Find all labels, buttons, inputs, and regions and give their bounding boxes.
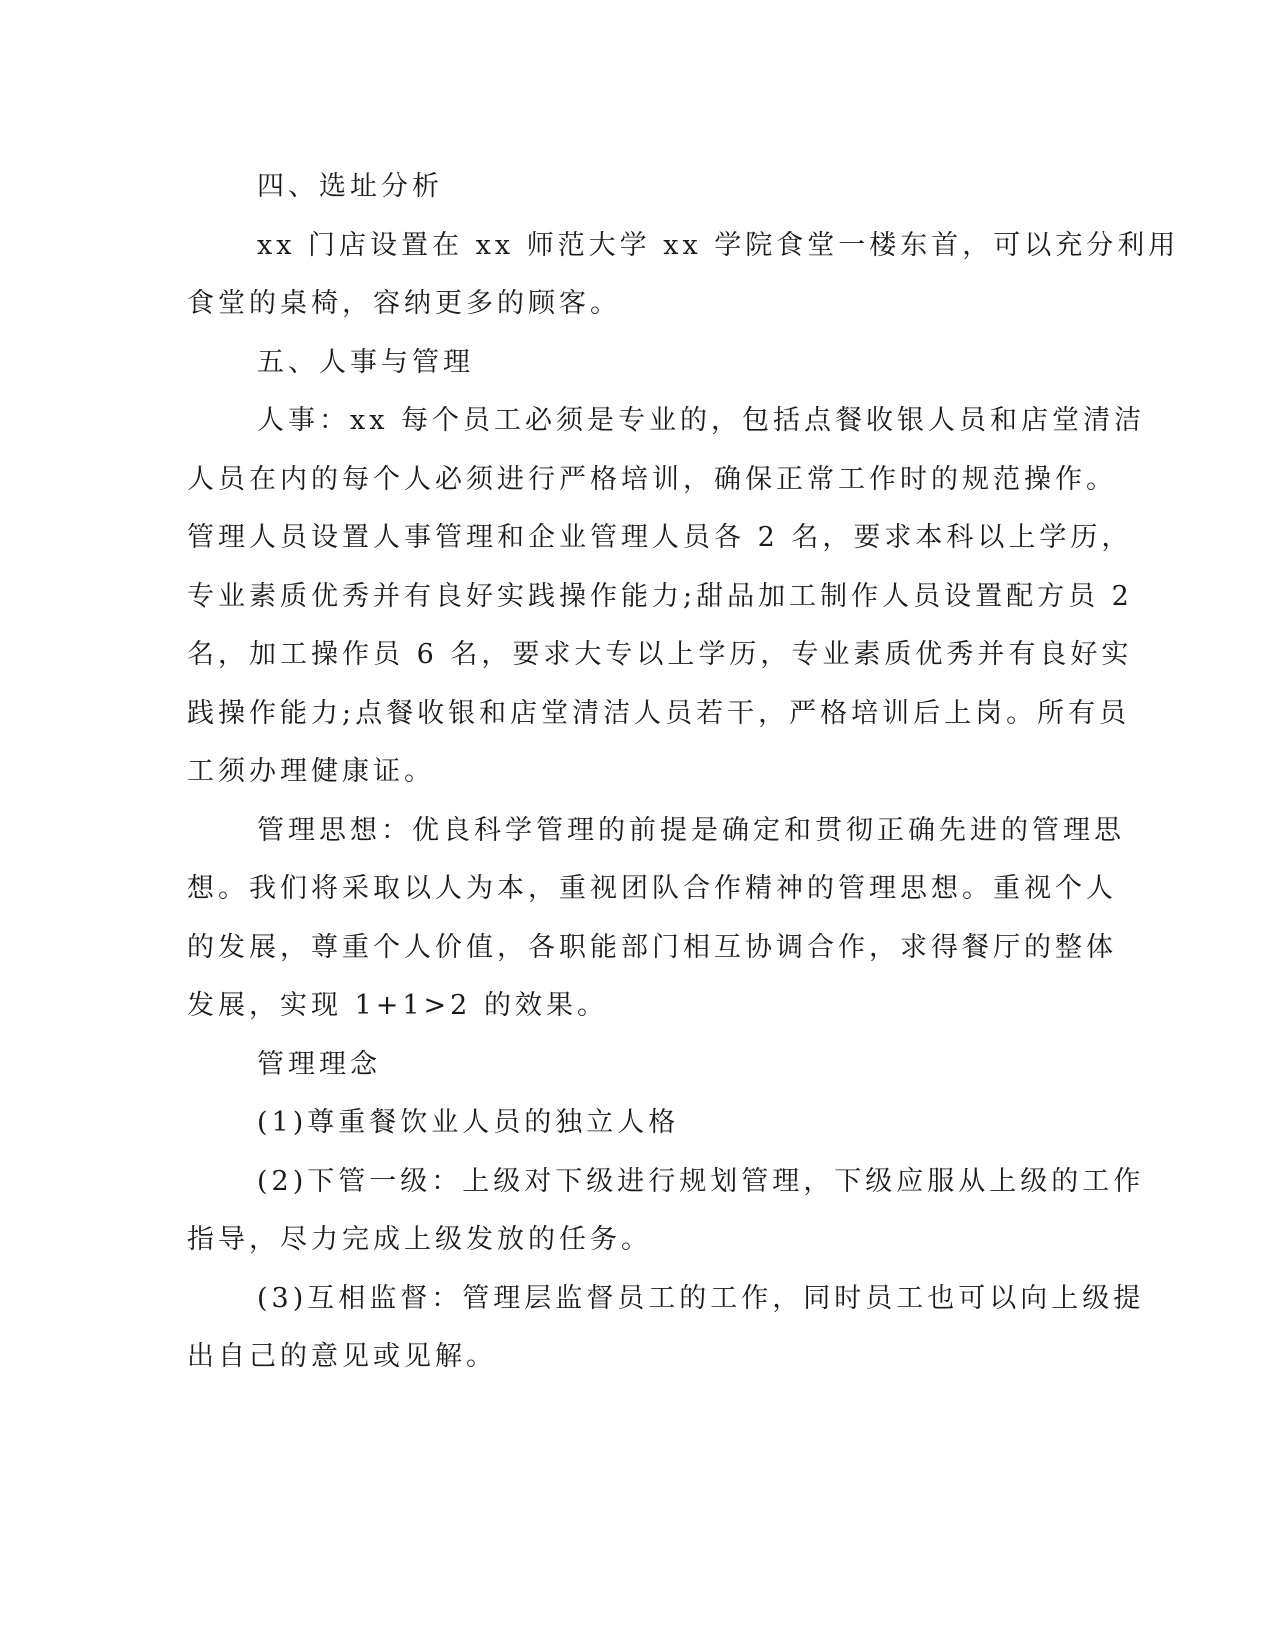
paragraph-line: 的发展，尊重个人价值，各职能部门相互协调合作，求得餐厅的整体	[187, 931, 1117, 963]
section-heading-location-analysis: 四、选址分析	[257, 171, 443, 202]
list-item: (1)尊重餐饮业人员的独立人格	[257, 1107, 680, 1138]
list-item: (2)下管一级：上级对下级进行规划管理，下级应服从上级的工作	[257, 1165, 1145, 1197]
paragraph-line: 工须办理健康证。	[187, 756, 435, 787]
paragraph-line: 人事：xx 每个员工必须是专业的，包括点餐收银人员和店堂清洁	[257, 405, 1146, 436]
list-item-continuation: 指导，尽力完成上级发放的任务。	[187, 1224, 652, 1255]
list-item: (3)互相监督：管理层监督员工的工作，同时员工也可以向上级提	[257, 1282, 1145, 1314]
paragraph-line: 管理人员设置人事管理和企业管理人员各 2 名，要求本科以上学历，	[187, 522, 1133, 553]
document-body	[187, 158, 1180, 1387]
paragraph-line: 名，加工操作员 6 名，要求大专以上学历，专业素质优秀并有良好实	[187, 639, 1133, 670]
paragraph-line: 发展，实现 1+1>2 的效果。	[187, 990, 608, 1021]
paragraph-line: 食堂的桌椅，容纳更多的顾客。	[187, 288, 621, 319]
paragraph-line: 践操作能力;点餐收银和店堂清洁人员若干，严格培训后上岗。所有员	[187, 697, 1131, 729]
paragraph-line: 管理思想：优良科学管理的前提是确定和贯彻正确先进的管理思	[257, 814, 1125, 846]
section-heading-personnel-management: 五、人事与管理	[257, 346, 474, 378]
paragraph-line: xx 门店设置在 xx 师范大学 xx 学院食堂一楼东首，可以充分利用	[257, 229, 1180, 261]
paragraph-line: 想。我们将采取以人为本，重视团队合作精神的管理思想。重视个人	[187, 873, 1117, 904]
paragraph-line: 人员在内的每个人必须进行严格培训，确保正常工作时的规范操作。	[187, 463, 1117, 495]
paragraph-line: 专业素质优秀并有良好实践操作能力;甜品加工制作人员设置配方员 2	[187, 580, 1133, 612]
subheading-management-philosophy: 管理理念	[257, 1048, 381, 1080]
list-item-continuation: 出自己的意见或见解。	[187, 1341, 497, 1372]
